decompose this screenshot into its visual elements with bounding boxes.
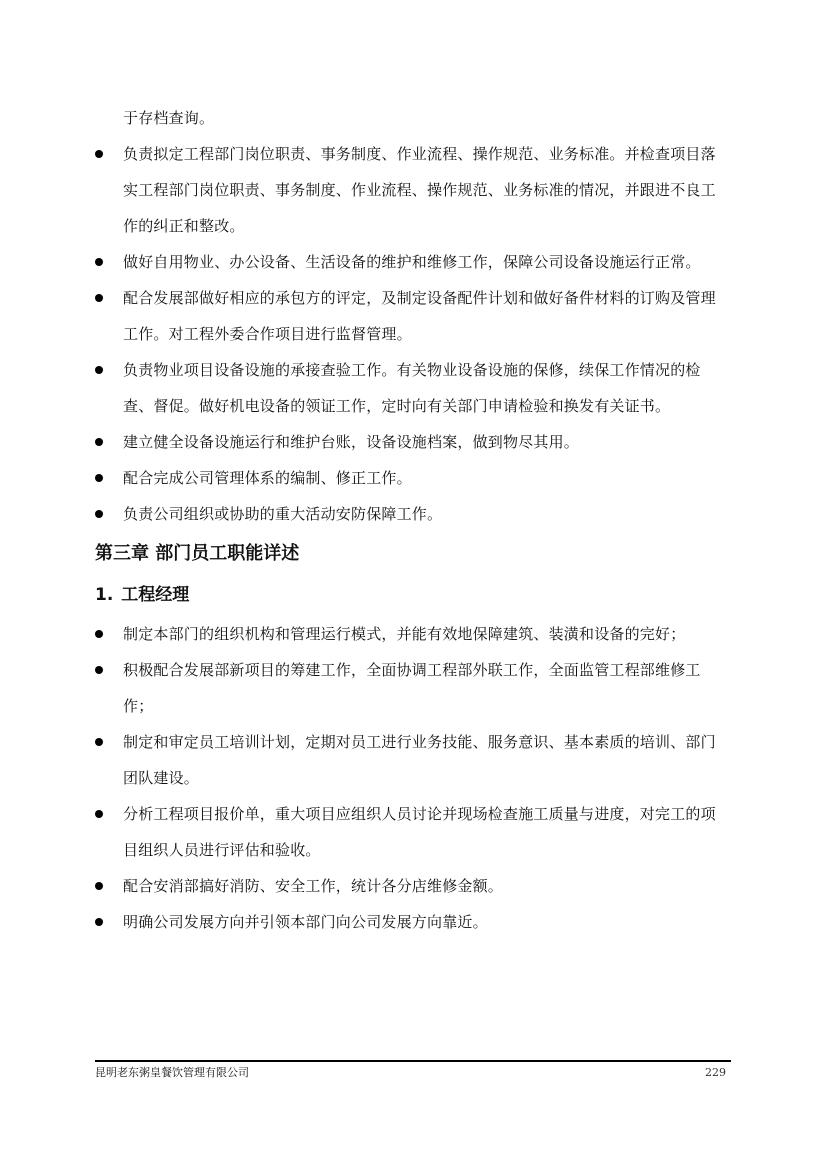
bullet-icon [95,630,103,638]
list-item-text: 负责拟定工程部门岗位职责、事务制度、作业流程、操作规范、业务标准。并检查项目落实工程部门岗位职责、事务制度、作业流程、操作规范、业务标准的情况，并跟进不良工作的纠正和整改。 [123,145,716,235]
list-item-text: 分析工程项目报价单，重大项目应组织人员讨论并现场检查施工质量与进度，对完工的项目组织人员进行评估和验收。 [123,805,716,859]
section-number: 1. [95,585,114,605]
list-item [0,724,723,796]
list-item-text: 配合安消部搞好消防、安全工作，统计各分店维修金额。 [123,877,504,895]
bullet-icon [95,474,103,482]
bullet-icon [95,258,103,266]
list-item [0,460,723,496]
bullet-icon [95,150,103,158]
list-item [0,280,723,352]
section-title: 工程经理 [121,585,190,605]
list-item [0,868,723,904]
page-number: 229 [705,1066,726,1079]
list-item [0,652,723,724]
list-item-text: 建立健全设备设施运行和维护台账，设备设施档案，做到物尽其用。 [123,433,580,451]
list-item [0,352,723,424]
bullet-icon [95,294,103,302]
list-item [0,616,723,652]
list-item-text: 配合完成公司管理体系的编制、修正工作。 [123,469,412,487]
chapter-heading: 第三章 部门员工职能详述 [95,543,300,564]
list-item-text: 积极配合发展部新项目的筹建工作，全面协调工程部外联工作，全面监管工程部维修工作； [123,661,701,715]
continuation-paragraph: 于存档查询。 [123,109,215,127]
list-item-text: 制定和审定员工培训计划，定期对员工进行业务技能、服务意识、基本素质的培训、部门团队建设。 [123,733,716,787]
bullet-icon [95,438,103,446]
bullet-icon [95,882,103,890]
list-item [0,244,723,280]
list-item-text: 明确公司发展方向并引领本部门向公司发展方向靠近。 [123,913,488,931]
bullet-icon [95,366,103,374]
bullet-icon [95,810,103,818]
page-body [0,100,827,940]
list-item-text: 负责公司组织或协助的重大活动安防保障工作。 [123,505,443,523]
department-duties-list [0,136,827,532]
bullet-icon [95,666,103,674]
list-item [0,136,723,244]
list-item-text: 负责物业项目设备设施的承接查验工作。有关物业设备设施的保修，续保工作情况的检查、督促。做好机电设备的领证工作，定时向有关部门申请检验和换发有关证书。 [123,361,701,415]
footer-divider [95,1060,731,1062]
list-item [0,424,723,460]
list-item [0,496,723,532]
footer-company-name: 昆明老东粥皇餐饮管理有限公司 [95,1066,249,1079]
section-heading [0,574,827,616]
engineering-manager-duties-list [0,616,827,940]
bullet-icon [95,738,103,746]
bullet-icon [95,510,103,518]
list-item [0,904,723,940]
list-item-text: 做好自用物业、办公设备、生活设备的维护和维修工作，保障公司设备设施运行正常。 [123,253,701,271]
bullet-icon [95,918,103,926]
list-item [0,796,723,868]
list-item-text: 配合发展部做好相应的承包方的评定，及制定设备配件计划和做好备件材料的订购及管理工作。对工程外委合作项目进行监督管理。 [123,289,716,343]
list-item-text: 制定本部门的组织机构和管理运行模式，并能有效地保障建筑、装潢和设备的完好； [123,625,686,643]
